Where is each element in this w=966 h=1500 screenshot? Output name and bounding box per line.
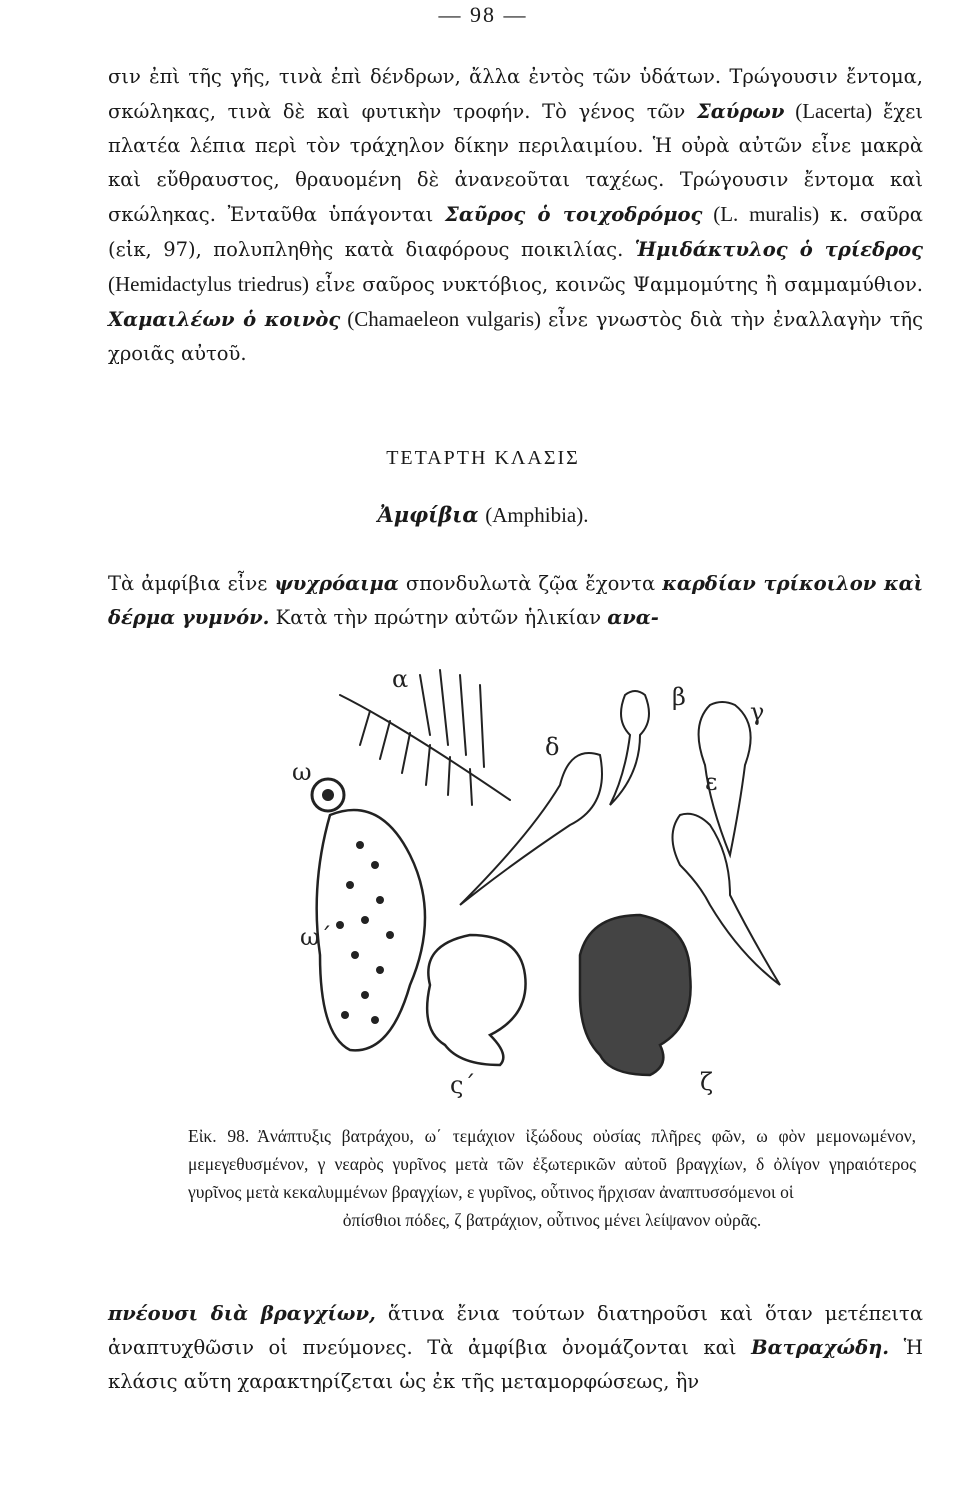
figure-label: Εἰκ. 98. bbox=[188, 1126, 250, 1146]
label-delta: δ bbox=[545, 733, 560, 761]
class-heading: ΤΕΤΑΡΤΗ ΚΛΑΣΙΣ bbox=[386, 447, 580, 469]
label-omega-prime: ω΄ bbox=[300, 923, 332, 951]
latin-name: (Hemidactylus triedrus) bbox=[108, 272, 316, 296]
latin-name: (Lacerta) bbox=[784, 99, 883, 123]
term-batrachia: Βατραχώδη. bbox=[751, 1336, 890, 1359]
term-hemidactylus: Ἡμιδάκτυλος ὁ τρίεδρος bbox=[634, 238, 923, 261]
tadpole-delta-drawing bbox=[460, 753, 602, 905]
text: Τὰ ἀμφίβια εἶνε bbox=[108, 572, 275, 595]
term-three-chambered-heart: καρδίαν τρίκοιλον καὶ δέρμα γυμνόν. bbox=[108, 572, 924, 629]
text: Ἡ κλάσις αὕτη χαρακτηρίζεται ὡς ἐκ τῆς μεταμορφώσεως, ἣν bbox=[108, 1336, 924, 1393]
frog-development-illustration bbox=[280, 655, 800, 1100]
label-alpha: α bbox=[392, 665, 409, 693]
text: κ. σαῦρα (εἰκ, 97), πολυπληθὴς κατὰ διαφόρους ποικιλίας. bbox=[108, 203, 923, 261]
label-stigma-prime: ς΄ bbox=[450, 1071, 476, 1099]
figure-caption bbox=[188, 1122, 916, 1234]
page-number: — 98 — bbox=[438, 2, 528, 27]
water-plant-drawing bbox=[340, 670, 510, 805]
text: σιν ἐπὶ τῆς γῆς, τινὰ ἐπὶ δένδρων, ἄλλα ἐντὸς τῶν ὑδάτων. Τρώγουσιν ἔντομα, σκώληκας, τινὰ δὲ καὶ φυτικὴν τροφήν. Τὸ γένος τῶν bbox=[108, 65, 923, 123]
text: Κατὰ τὴν πρώτην αὐτῶν ἡλικίαν bbox=[269, 606, 608, 629]
label-beta: β bbox=[672, 683, 686, 711]
frog-zeta-drawing bbox=[580, 915, 691, 1075]
text: σπονδυλωτὰ ζῷα ἔχοντα bbox=[398, 572, 663, 595]
term-breathe-gills: πνέουσι διὰ βραγχίων, bbox=[108, 1302, 376, 1325]
text: ἅτινα ἔνια τούτων διατηροῦσι καὶ ὅταν μετέπειτα ἀναπτυχθῶσιν οἱ πνεύμονες. Τὰ ἀμφίβια ὀνομάζονται καὶ bbox=[108, 1302, 923, 1359]
label-omega: ω bbox=[292, 758, 312, 786]
term-hyphenated: ανα- bbox=[607, 606, 659, 629]
paragraph-gills bbox=[108, 1297, 923, 1399]
term-chameleon: Χαμαιλέων ὁ κοινὸς bbox=[108, 308, 341, 331]
class-name bbox=[0, 502, 966, 528]
paragraph-amphibia bbox=[108, 567, 923, 635]
term-lacerta: Σαύρων bbox=[697, 100, 785, 123]
term-wall-lizard: Σαῦρος ὁ τοιχοδρόμος bbox=[445, 203, 703, 226]
text: ἔχει πλατέα λέπια περὶ τὸν τράχηλον δίκην περιλαιμίου. Ἡ οὐρὰ αὐτῶν εἶνε μακρὰ καὶ εὔθραυστος, θραυομένη δὲ ἀνανεοῦται ταχέως. Τρώγουσιν ἔντομα καὶ σκώληκας. Ἐνταῦθα ὑπάγονται bbox=[108, 100, 923, 226]
egg-mass-drawing bbox=[317, 810, 425, 1050]
latin-name: (L. muralis) bbox=[702, 202, 830, 226]
term-cold-blooded: ψυχρόαιμα bbox=[274, 572, 399, 595]
class-name-greek: Ἀμφίβια bbox=[377, 502, 479, 527]
text: εἶνε σαῦρος νυκτόβιος, κοινῶς Ψαμμομύτης ἢ σαμμαμύθιον. bbox=[315, 273, 923, 296]
label-epsilon: ε bbox=[705, 768, 718, 796]
tadpole-beta-drawing bbox=[610, 691, 649, 805]
paragraph-lizards bbox=[108, 60, 923, 371]
egg-dots bbox=[336, 841, 394, 1024]
text: εἶνε γνωστὸς διὰ τὴν ἐναλλαγὴν τῆς χροιᾶς αὐτοῦ. bbox=[108, 308, 923, 365]
frog-stigma-drawing bbox=[427, 935, 525, 1065]
caption-text: Ἀνάπτυξις βατράχου, ω΄ τεμάχιον ἰξώδους οὐσίας πλῆρες φῶν, ω φὸν μεμονωμένον, μεμεγεθυσμένον, γ νεαρὸς γυρῖνος μετὰ τῶν ἐξωτερικῶν αὐτοῦ βραγχίων, δ ὀλίγον γηραιότερος γυρῖνος μετὰ κεκαλυμμένων βραγχίων, ε γυρῖνος, οὗτινος ἤρχισαν ἀναπτυσσόμενοι οἱ bbox=[188, 1126, 916, 1202]
latin-name: (Chamaeleon vulgaris) bbox=[340, 307, 549, 331]
label-gamma: γ bbox=[750, 698, 765, 726]
caption-last-line: ὀπίσθιοι πόδες, ζ βατράχιον, οὗτινος μένει λείψανον οὐρᾶς. bbox=[342, 1210, 762, 1230]
label-zeta: ζ bbox=[700, 1068, 714, 1096]
class-name-latin: (Amphibia). bbox=[485, 503, 589, 527]
